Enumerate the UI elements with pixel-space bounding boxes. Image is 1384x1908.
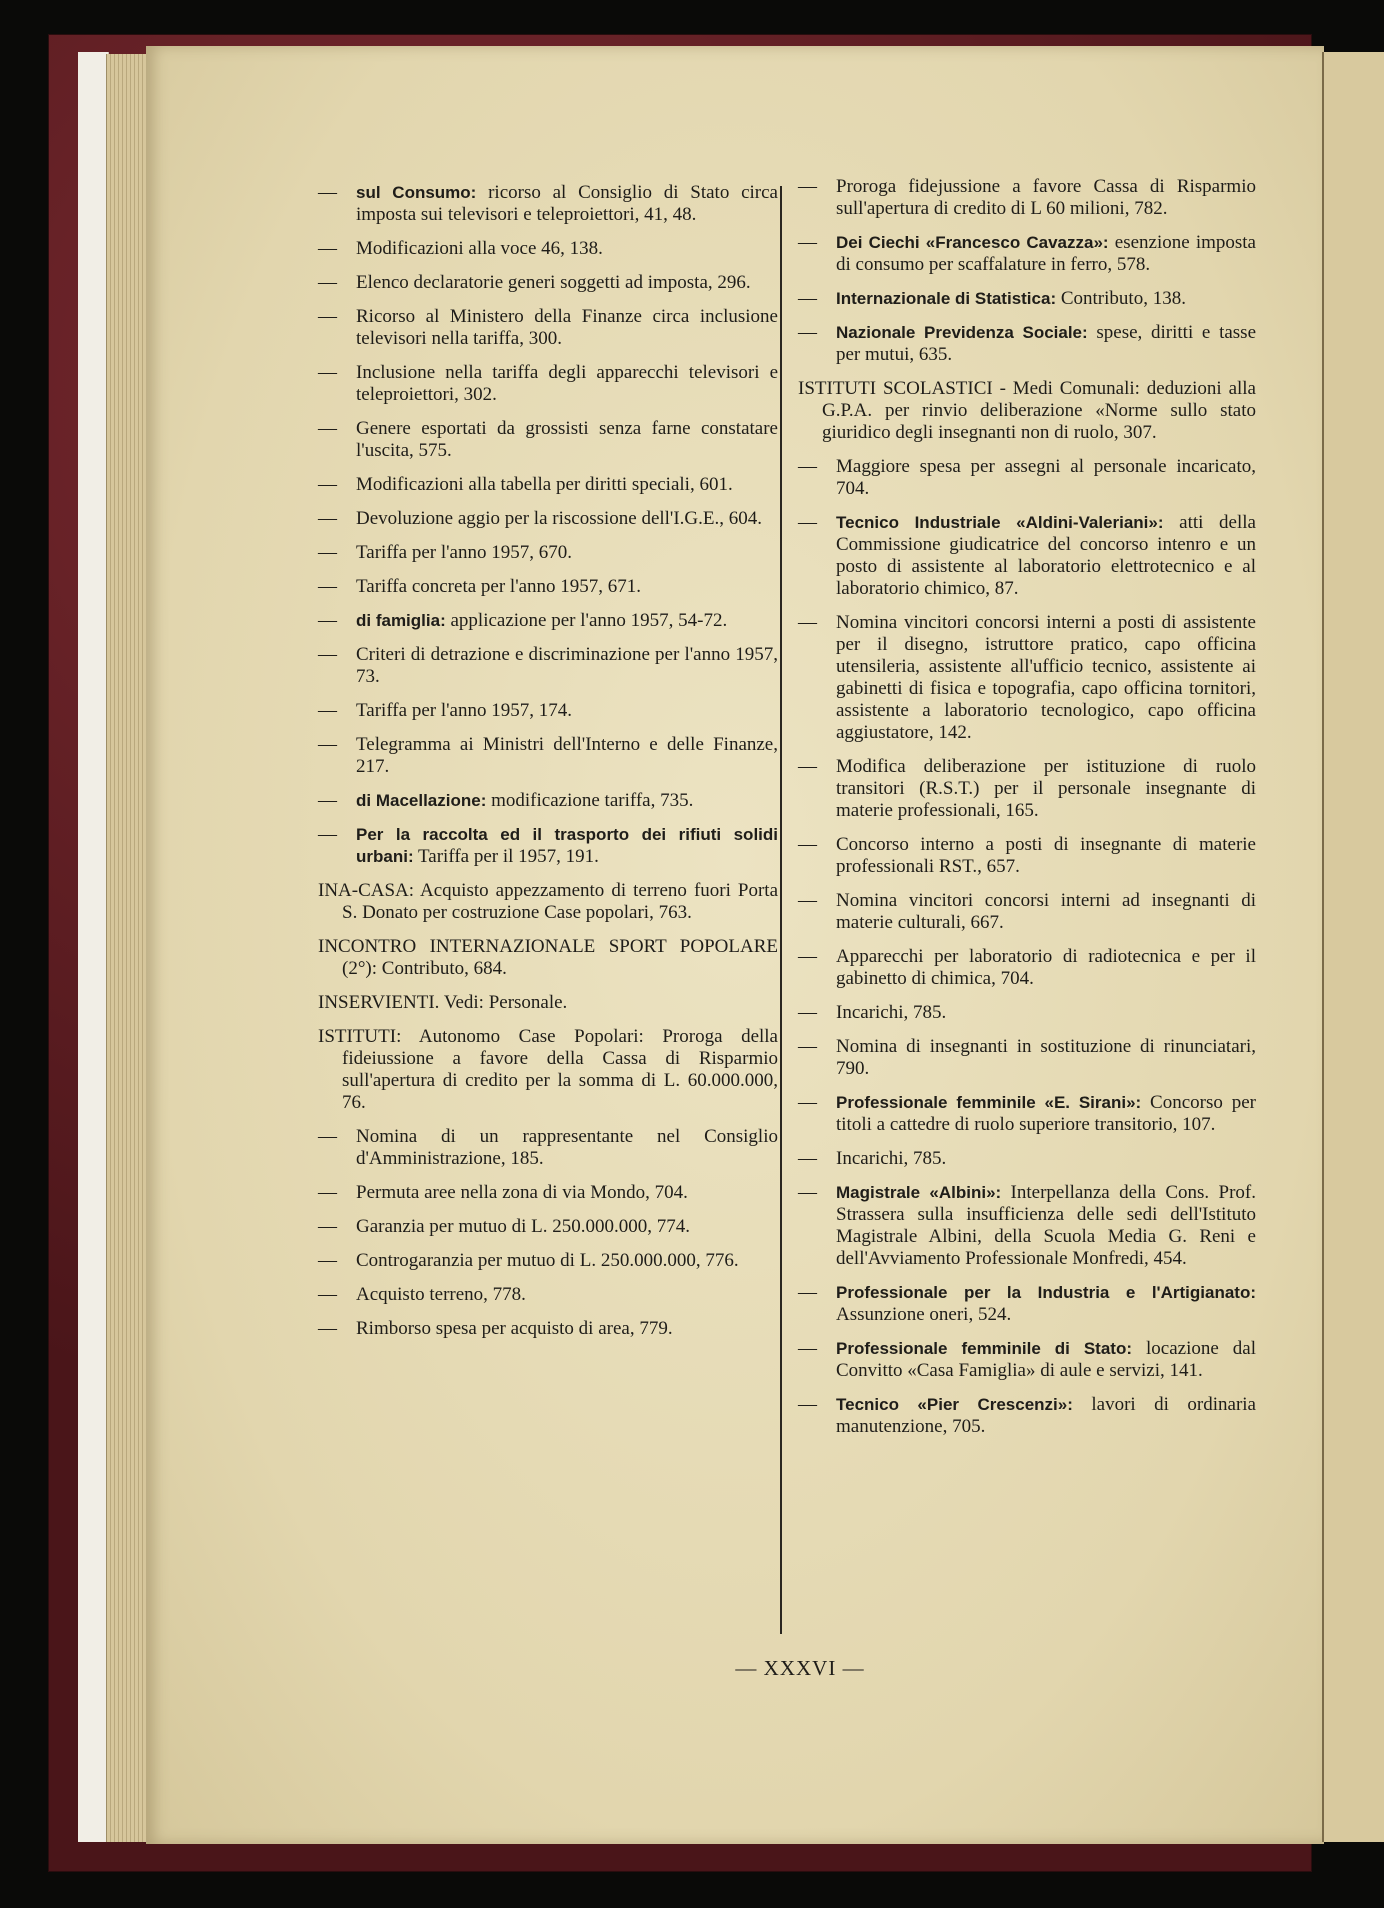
index-entry (798, 1282, 1256, 1326)
entry-text: Genere esportati da grossisti senza farne constatare l'uscita, 575. (356, 418, 778, 461)
index-entry (798, 1182, 1256, 1270)
entry-text: Apparecchi per laboratorio di radiotecnica e per il gabinetto di chimica, 704. (836, 946, 1256, 989)
right-column (798, 176, 1256, 1450)
entry-heading: Professionale per la Industria e l'Artigianato: (836, 1283, 1256, 1302)
index-entry (318, 936, 778, 980)
entry-text: Proroga fidejussione a favore Cassa di Risparmio sull'apertura di credito di L 60 milioni, 782. (836, 176, 1256, 219)
column-divider (780, 186, 782, 1634)
index-entry (798, 1338, 1256, 1382)
entry-text: Tariffa concreta per l'anno 1957, 671. (356, 576, 642, 597)
entry-heading: di Macellazione: (356, 791, 487, 810)
index-entry (318, 272, 778, 294)
entry-heading: Tecnico Industriale «Aldini-Valeriani»: (836, 513, 1164, 532)
entry-text: ISTITUTI: Autonomo Case Popolari: Proroga della fideiussione a favore della Cassa di Risparmio sull'apertura di credito per la somma di L. 60.000.000, 76. (318, 1026, 778, 1113)
index-entry (798, 378, 1256, 444)
left-column (318, 182, 778, 1352)
entry-text: Devoluzione aggio per la riscossione dell'I.G.E., 604. (356, 508, 763, 529)
adjacent-page (1322, 52, 1384, 1842)
entry-text: Assunzione oneri, 524. (836, 1304, 1012, 1325)
entry-text: Maggiore spesa per assegni al personale incaricato, 704. (836, 456, 1256, 499)
entry-text: INSERVIENTI. Vedi: Personale. (318, 992, 568, 1013)
entry-text: Modificazioni alla tabella per diritti speciali, 601. (356, 474, 733, 495)
index-entry (318, 1284, 778, 1306)
index-entry (798, 232, 1256, 276)
entry-text: spese, diritti e tasse per mutui, 635. (836, 322, 1257, 365)
entry-heading: Professionale femminile «E. Sirani»: (836, 1093, 1142, 1112)
entry-heading: Professionale femminile di Stato: (836, 1339, 1133, 1358)
entry-text: Telegramma ai Ministri dell'Interno e delle Finanze, 217. (356, 734, 778, 777)
index-entry (798, 1036, 1256, 1080)
entry-text: INCONTRO INTERNAZIONALE SPORT POPOLARE (2°): Contributo, 684. (318, 936, 778, 979)
index-entry (318, 576, 778, 598)
entry-text: Modificazioni alla voce 46, 138. (356, 238, 603, 259)
entry-text: Interpellanza della Cons. Prof. Strassera sulla insufficienza delle sedi dell'Istituto Magistrale Albini, della Scuola Media G. Reni e dell'Avviamento Professionale Monfredi, 454. (836, 1182, 1256, 1269)
entry-text: Elenco declaratorie generi soggetti ad imposta, 296. (356, 272, 751, 293)
entry-text: modificazione tariffa, 735. (486, 790, 694, 811)
entry-text: Ricorso al Ministero della Finanze circa inclusione televisori nella tariffa, 300. (356, 306, 778, 349)
index-entry (318, 418, 778, 462)
index-entry (318, 880, 778, 924)
index-entry (318, 362, 778, 406)
entry-heading: Magistrale «Albini»: (836, 1183, 1002, 1202)
entry-text: Garanzia per mutuo di L. 250.000.000, 774. (356, 1216, 691, 1237)
entry-text: Tariffa per il 1957, 191. (413, 846, 599, 867)
entry-text: Nomina di insegnanti in sostituzione di rinunciatari, 790. (836, 1036, 1256, 1079)
index-entry (798, 288, 1256, 310)
index-entry (318, 992, 778, 1014)
entry-text: Rimborso spesa per acquisto di area, 779. (356, 1318, 673, 1339)
index-entry (798, 756, 1256, 822)
entry-text: Concorso interno a posti di insegnante di materie professionali RST., 657. (836, 834, 1256, 877)
entry-text: Incarichi, 785. (836, 1002, 947, 1023)
entry-heading: Internazionale di Statistica: (836, 289, 1057, 308)
index-entry (798, 1092, 1256, 1136)
index-entry (318, 790, 778, 812)
index-entry (798, 512, 1256, 600)
index-entry (798, 1002, 1256, 1024)
index-entry (798, 322, 1256, 366)
index-entry (798, 890, 1256, 934)
index-entry (318, 1250, 778, 1272)
index-entry (318, 182, 778, 226)
entry-text: Incarichi, 785. (836, 1148, 947, 1169)
entry-text: lavori di ordinaria manutenzione, 705. (836, 1394, 1256, 1437)
index-entry (318, 824, 778, 868)
index-entry (798, 946, 1256, 990)
index-entry (318, 700, 778, 722)
page-number: — XXXVI — (735, 1656, 865, 1680)
entry-heading: sul Consumo: (356, 183, 477, 202)
entry-text: Nomina vincitori concorsi interni ad insegnanti di materie culturali, 667. (836, 890, 1256, 933)
entry-text: atti della Commissione giudicatrice del concorso intenro e un posto di assistente al laboratorio elettrotecnico e al laboratorio chimico, 87. (836, 512, 1256, 599)
index-entry (798, 1394, 1256, 1438)
entry-heading: Dei Ciechi «Francesco Cavazza»: (836, 233, 1109, 252)
index-entry (318, 1182, 778, 1204)
index-entry (318, 474, 778, 496)
index-entry (318, 508, 778, 530)
entry-heading: di famiglia: (356, 611, 446, 630)
entry-heading: Tecnico «Pier Crescenzi»: (836, 1395, 1073, 1414)
entry-text: Tariffa per l'anno 1957, 174. (356, 700, 572, 721)
entry-text: Acquisto terreno, 778. (356, 1284, 526, 1305)
entry-text: Nomina di un rappresentante nel Consiglio d'Amministrazione, 185. (356, 1126, 778, 1169)
entry-text: Contributo, 138. (1056, 288, 1186, 309)
entry-text: Permuta aree nella zona di via Mondo, 704. (356, 1182, 688, 1203)
entry-text: Modifica deliberazione per istituzione di ruolo transitori (R.S.T.) per il personale insegnante di materie professionali, 165. (836, 756, 1256, 821)
entry-text: Inclusione nella tariffa degli apparecchi televisori e teleproiettori, 302. (356, 362, 778, 405)
entry-text: Tariffa per l'anno 1957, 670. (356, 542, 572, 563)
flyleaf (78, 52, 109, 1842)
entry-heading: Nazionale Previdenza Sociale: (836, 323, 1088, 342)
entry-text: Controgaranzia per mutuo di L. 250.000.000, 776. (356, 1250, 739, 1271)
index-entry (318, 1216, 778, 1238)
index-entry (318, 610, 778, 632)
entry-text: esenzione imposta di consumo per scaffalature in ferro, 578. (836, 232, 1256, 275)
entry-text: Concorso per titoli a cattedre di ruolo superiore transitorio, 107. (836, 1092, 1256, 1135)
entry-heading: Per la raccolta ed il trasporto dei rifiuti solidi urbani: (356, 825, 778, 866)
index-entry (318, 1126, 778, 1170)
entry-text: INA-CASA: Acquisto appezzamento di terreno fuori Porta S. Donato per costruzione Case popolari, 763. (318, 880, 778, 923)
entry-text: applicazione per l'anno 1957, 54-72. (445, 610, 728, 631)
entry-text: Criteri di detrazione e discriminazione per l'anno 1957, 73. (356, 644, 778, 687)
entry-text: ISTITUTI SCOLASTICI - Medi Comunali: deduzioni alla G.P.A. per rinvio deliberazione «Norme sullo stato giuridico degli insegnanti non di ruolo, 307. (798, 378, 1256, 443)
index-entry (318, 542, 778, 564)
entry-text: locazione dal Convitto «Casa Famiglia» di aule e servizi, 141. (836, 1338, 1256, 1381)
index-entry (318, 644, 778, 688)
index-entry (318, 1026, 778, 1114)
entry-text: Nomina vincitori concorsi interni a posti di assistente per il disegno, istruttore pratico, capo officina utensileria, assistente all'ufficio tecnico, assistente ai gabinetti di fisica e topografia, capo officina tornitori, assistente a laboratorio tecnologico, capo officina aggiustatore, 142. (836, 612, 1256, 743)
index-entry (798, 456, 1256, 500)
index-entry (318, 1318, 778, 1340)
index-entry (318, 306, 778, 350)
index-entry (798, 176, 1256, 220)
entry-text: ricorso al Consiglio di Stato circa imposta sui televisori e teleproiettori, 41, 48. (356, 182, 778, 225)
index-entry (798, 834, 1256, 878)
index-entry (318, 734, 778, 778)
index-entry (318, 238, 778, 260)
index-entry (798, 1148, 1256, 1170)
index-entry (798, 612, 1256, 744)
